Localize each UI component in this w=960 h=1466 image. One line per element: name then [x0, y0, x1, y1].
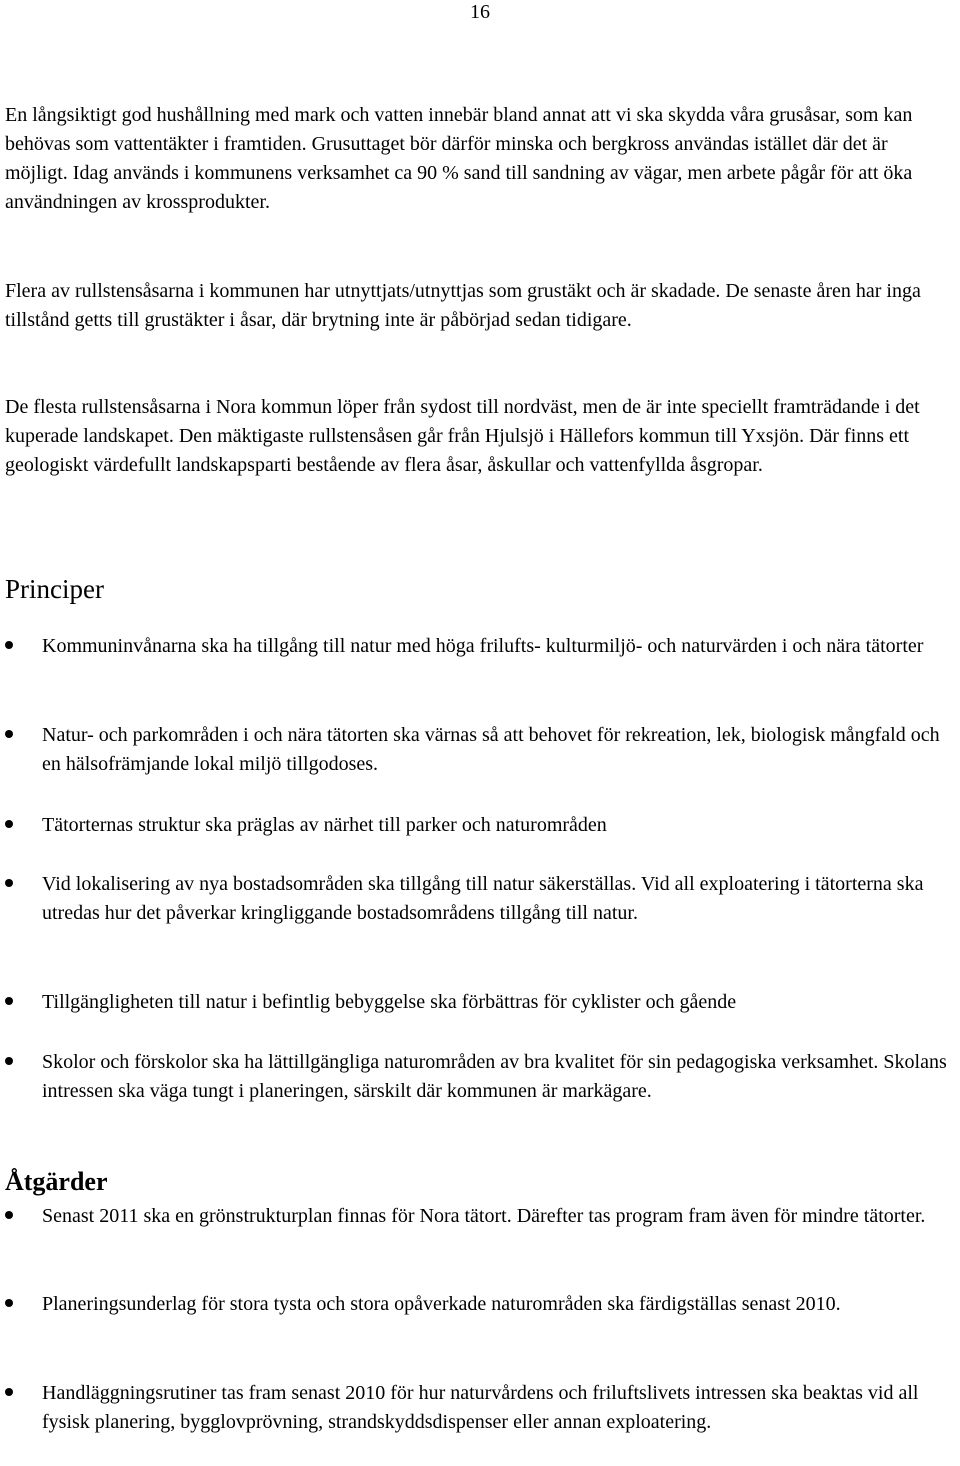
principle-item-text: Kommuninvånarna ska ha tillgång till natur med höga frilufts- kulturmiljö- och naturvärden i och nära tätorter	[42, 635, 924, 657]
action-item-text: Handläggningsrutiner tas fram senast 2010 för hur naturvårdens och friluftslivets intressen ska beaktas vid all fysisk planering, bygglovprövning, strandskyddsdispenser eller annan exploatering.	[42, 1382, 919, 1433]
action-item-text: Senast 2011 ska en grönstrukturplan finnas för Nora tätort. Därefter tas program fram även för mindre tätorter.	[42, 1205, 926, 1227]
paragraph-nora-rullstensasar: De flesta rullstensåsarna i Nora kommun löper från sydost till nordväst, men de är inte speciellt framträdande i det kuperade landskapet. Den mäktigaste rullstensåsen går från Hjulsjö i Hällefors kommun till Yxsjön. Där finns ett geologiskt värdefullt landskapsparti bestående av flera åsar, åskullar och vattenfyllda åsgropar.	[5, 396, 920, 476]
bullet-icon	[5, 730, 13, 738]
paragraph-grusasar: En långsiktigt god hushållning med mark och vatten innebär bland annat att vi ska skydda våra grusåsar, som kan behövas som vattentäkter i framtiden. Grusuttaget bör därför minska och bergkross användas istället där det är möjligt. Idag används i kommunens verksamhet ca 90 % sand till sandning av vägar, men arbete pågår för att öka användningen av krossprodukter.	[5, 104, 913, 213]
bullet-icon	[5, 1057, 13, 1065]
heading-atgarder: Åtgärder	[5, 1167, 108, 1196]
principle-item-text: Natur- och parkområden i och nära tätorten ska värnas så att behovet för rekreation, lek, biologisk mångfald och en hälsofrämjande lokal miljö tillgodoses.	[42, 724, 940, 775]
principle-item-text: Vid lokalisering av nya bostadsområden ska tillgång till natur säkerställas. Vid all exploatering i tätorterna ska utredas hur det påverkar kringliggande bostadsområdens tillgång till natur.	[42, 873, 924, 924]
page-number: 16	[470, 1, 490, 23]
bullet-icon	[5, 1211, 13, 1219]
bullet-icon	[5, 641, 13, 649]
bullet-icon	[5, 1388, 13, 1396]
heading-principer: Principer	[5, 574, 104, 604]
action-item-text: Planeringsunderlag för stora tysta och stora opåverkade naturområden ska färdigställas senast 2010.	[42, 1293, 841, 1315]
principle-item-text: Tätorternas struktur ska präglas av närhet till parker och naturområden	[42, 814, 607, 836]
paragraph-rullstensasar-skadade: Flera av rullstensåsarna i kommunen har utnyttjats/utnyttjas som grustäkt och är skadade. De senaste åren har inga tillstånd getts till grustäkter i åsar, där brytning inte är påbörjad sedan tidigare.	[5, 280, 921, 331]
bullet-icon	[5, 1299, 13, 1307]
principle-item-text: Skolor och förskolor ska ha lättillgängliga naturområden av bra kvalitet för sin pedagogiska verksamhet. Skolans intressen ska väga tungt i planeringen, särskilt där kommunen är markägare.	[42, 1051, 947, 1102]
bullet-icon	[5, 997, 13, 1005]
bullet-icon	[5, 820, 13, 828]
bullet-icon	[5, 879, 13, 887]
principle-item-text: Tillgängligheten till natur i befintlig bebyggelse ska förbättras för cyklister och gående	[42, 991, 737, 1013]
